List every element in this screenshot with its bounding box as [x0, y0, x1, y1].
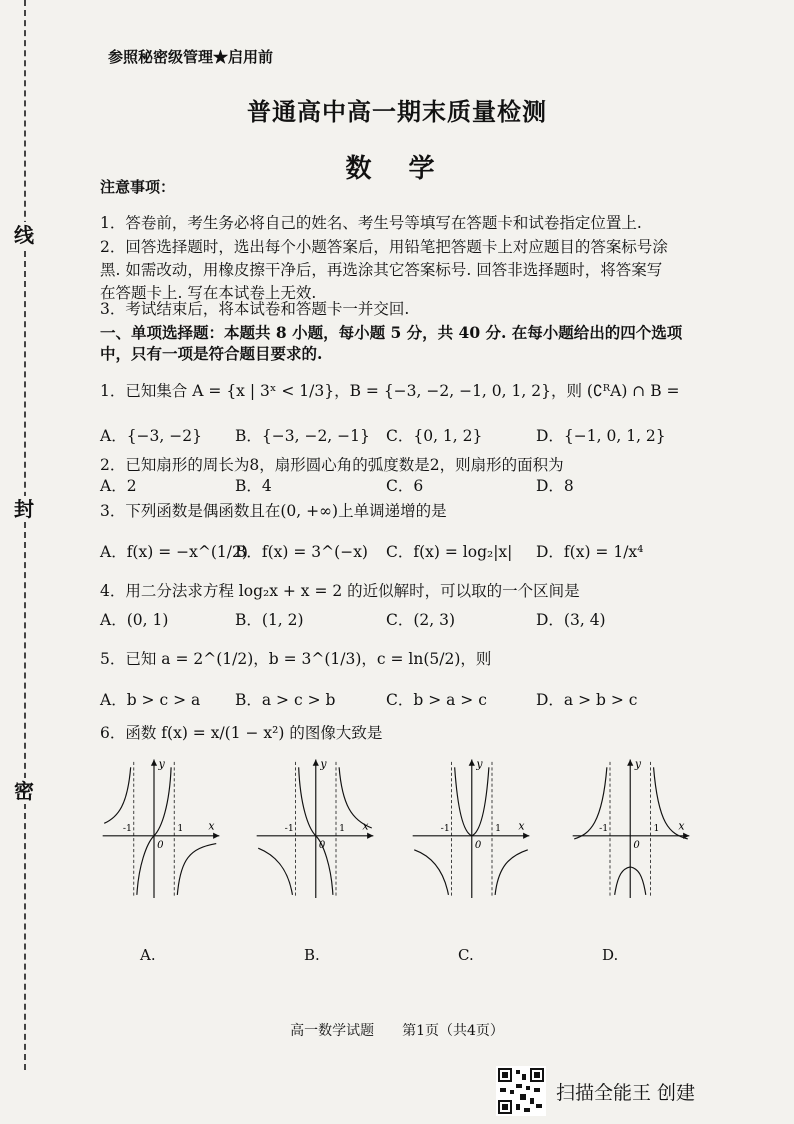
question-4-stem: 4．用二分法求方程 log₂x + x = 2 的近似解时，可以取的一个区间是 — [100, 582, 580, 600]
q3-option-d: D．f(x) = 1/x⁴ — [536, 543, 644, 561]
graph-d-label: D. — [602, 946, 619, 964]
tick-label-1: 1 — [339, 823, 346, 835]
confidential-mark: 参照秘密级管理★启用前 — [108, 48, 274, 66]
q3-option-a: A．f(x) = −x^(1/2) — [100, 543, 248, 561]
origin-label: 0 — [157, 840, 164, 852]
axis-label-x: x — [208, 819, 215, 833]
q1-option-c: C．{0, 1, 2} — [386, 427, 483, 445]
binding-label-line: 线 — [14, 223, 34, 247]
exam-title: 普通高中高一期末质量检测 — [247, 97, 547, 126]
question-5-stem: 5．已知 a = 2^(1/2)，b = 3^(1/3)，c = ln(5/2)，则 — [100, 650, 492, 668]
question-1-stem: 1．已知集合 A = {x | 3ˣ < 1/3}，B = {−3, −2, −1, 0, 1, 2}，则 (∁ᴿA) ∩ B = — [100, 382, 680, 400]
notice-item: 3．考试结束后，将本试卷和答题卡一并交回. — [100, 300, 410, 318]
graph-b — [240, 758, 390, 898]
notice-item: 1．答卷前，考生务必将自己的姓名、考生号等填写在答题卡和试卷指定位置上. — [100, 214, 642, 232]
q2-option-b: B．4 — [235, 477, 272, 495]
graph-a-label: A. — [140, 946, 156, 964]
graph-c-label: C. — [458, 946, 474, 964]
scanner-watermark: 扫描全能王 创建 — [556, 1082, 696, 1104]
origin-label: 0 — [633, 840, 640, 852]
tick-label-neg1: -1 — [284, 823, 294, 835]
question-2-stem: 2．已知扇形的周长为8，扇形圆心角的弧度数是2，则扇形的面积为 — [100, 456, 564, 474]
axis-label-x: x — [518, 819, 525, 833]
question-3-stem: 3．下列函数是偶函数且在(0, +∞)上单调递增的是 — [100, 502, 447, 520]
q3-option-b: B．f(x) = 3^(−x) — [235, 543, 368, 561]
q1-option-d: D．{−1, 0, 1, 2} — [536, 427, 666, 445]
q2-option-a: A．2 — [100, 477, 137, 495]
graph-d — [556, 758, 706, 898]
q2-option-c: C．6 — [386, 477, 424, 495]
binding-label-secret: 密 — [14, 779, 34, 803]
question-6-stem: 6．函数 f(x) = x/(1 − x²) 的图像大致是 — [100, 724, 383, 742]
q3-option-c: C．f(x) = log₂|x| — [386, 543, 513, 561]
q1-option-a: A．{−3, −2} — [100, 427, 202, 445]
q4-option-b: B．(1, 2) — [235, 611, 304, 629]
graph-c — [396, 758, 546, 898]
notice-item: 在答题卡上. 写在本试卷上无效. — [100, 284, 317, 302]
q4-option-a: A．(0, 1) — [100, 611, 169, 629]
axis-label-x: x — [678, 819, 685, 833]
q5-option-a: A．b > c > a — [100, 691, 201, 709]
q4-option-c: C．(2, 3) — [386, 611, 456, 629]
tick-label-1: 1 — [495, 823, 502, 835]
origin-label: 0 — [474, 840, 482, 852]
tick-label-1: 1 — [177, 823, 184, 835]
axis-label-y: y — [158, 758, 165, 771]
origin-label: 0 — [318, 840, 326, 852]
q4-option-d: D．(3, 4) — [536, 611, 606, 629]
subject-title: 数 学 — [345, 154, 449, 184]
notice-item: 2．回答选择题时，选出每个小题答案后，用铅笔把答题卡上对应题目的答案标号涂 — [100, 238, 668, 256]
tick-label-neg1: -1 — [599, 823, 609, 835]
notice-heading: 注意事项： — [100, 178, 176, 196]
binding-label-seal: 封 — [14, 497, 34, 521]
axis-label-x: x — [362, 819, 369, 833]
axis-label-y: y — [476, 758, 483, 771]
graph-a — [86, 758, 236, 898]
q2-option-d: D．8 — [536, 477, 574, 495]
tick-label-neg1: -1 — [440, 823, 450, 835]
tick-label-1: 1 — [653, 823, 660, 835]
q5-option-b: B．a > c > b — [235, 691, 336, 709]
q1-option-b: B．{−3, −2, −1} — [235, 427, 370, 445]
section-heading: 一、单项选择题：本题共 8 小题，每小题 5 分，共 40 分. 在每小题给出的四个选项 — [100, 323, 683, 342]
qr-code-icon — [496, 1066, 546, 1116]
tick-label-neg1: -1 — [122, 823, 132, 835]
section-heading-cont: 中，只有一项是符合题目要求的. — [100, 344, 323, 363]
q5-option-c: C．b > a > c — [386, 691, 487, 709]
axis-label-y: y — [320, 758, 327, 771]
notice-item: 黑. 如需改动，用橡皮擦干净后，再选涂其它答案标号. 回答非选择题时，将答案写 — [100, 261, 663, 279]
axis-label-y: y — [634, 758, 642, 771]
q5-option-d: D．a > b > c — [536, 691, 638, 709]
graph-b-label: B. — [304, 946, 320, 964]
page-footer: 高一数学试题 第1页（共4页） — [290, 1023, 504, 1039]
